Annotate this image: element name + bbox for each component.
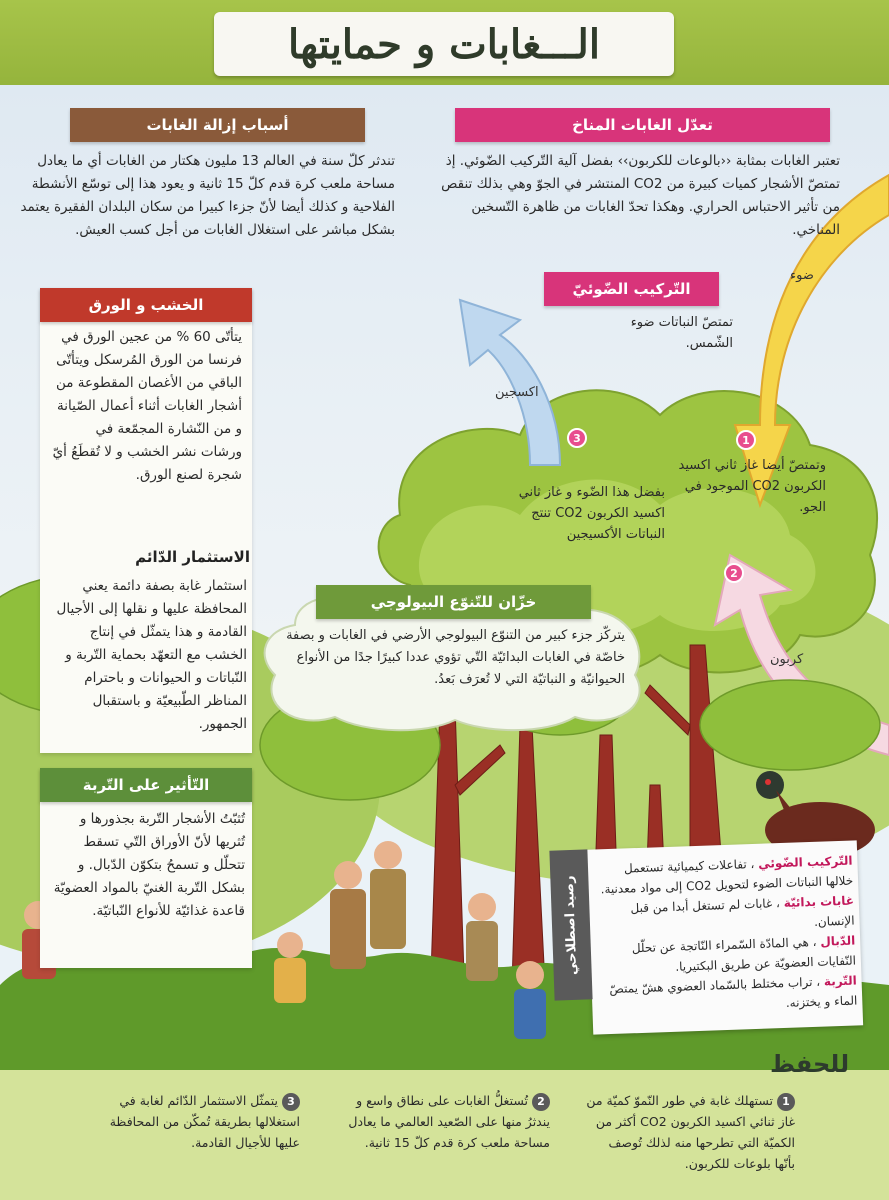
- remember-num-1: 1: [777, 1093, 795, 1111]
- person-3: [330, 861, 366, 969]
- remember-item-3: 3يتمثّل الاستثمار الدّائم لغابة في استغلالها بطريقة تُمكّن من المحافظة عليها للأجيال القادمة.: [109, 1093, 300, 1150]
- title-box: [214, 12, 674, 76]
- glossary-item: التّربة ، تراب مختلط بالسّماد العضوي هشّ يمتصّ الماء و يختزنه.: [609, 973, 858, 1011]
- deforestation-text: تندثر كلّ سنة في العالم 13 مليون هكتار من الغابات أي ما يعادل مساحة ملعب كرة قدم كلّ 15 ثانية و يعود هذا إلى توسّع الأنشطة الفلاحية و كذلك أيضا لأنّ جزءا كبيرا من سكان البلدان الفقيرة يعتمد بشكل مباشر على استغلال الغابات من أجل كسب العيش.: [20, 153, 395, 238]
- step-3-badge: 3: [567, 428, 587, 448]
- page-title: الـــغابات و حمايتها: [288, 20, 600, 68]
- soil-heading: التّأثير على التّربة: [40, 768, 252, 802]
- deforestation-heading: أسباب إزالة الغابات: [70, 108, 365, 142]
- glossary-list: [597, 851, 857, 1020]
- carbon-label: كربون: [770, 652, 804, 667]
- wood-heading: الخشب و الورق: [40, 288, 252, 322]
- glossary-item: غابات بدائيّة ، غابات لم تستغل أبدا من قبل الإنسان.: [630, 893, 855, 929]
- remember-label: للحفظ: [770, 1050, 850, 1078]
- person-5: [466, 893, 498, 981]
- remember-num-3: 3: [282, 1093, 300, 1111]
- biodiversity-text: يتركّز جزء كبير من التنوّع البيولوجي الأرضي في الغابات و بصفة خاصّة في الغابات البدائيّة التّي تؤوي عددا كبيرًا جدًا من الأنواع الحيوانيّة و النباتيّة التي لا تُعرَف بَعدُ.: [286, 628, 625, 687]
- oxygen-label: اكسجين: [495, 385, 539, 400]
- sustainable-heading: الاستثمار الدّائم: [135, 548, 250, 566]
- step-1-text: وتمتصّ أيضا غاز ثاني اكسيد الكربون CO2 الموجود في الجو.: [678, 458, 826, 515]
- person-6: [514, 961, 546, 1039]
- climate-text: تعتبر الغابات بمثابة ‹‹بالوعات للكربون›› بفضل آلية التّركيب الضّوئي. إذ تمتصّ الأشجار كميات كبيرة من CO2 المنتشر في الجوّ وهي بذلك تنقص من تأثير الاحتباس الحراري. وهكذا تحدّ الغابات من ظاهرة التّسخين المناخي.: [441, 153, 840, 238]
- remember-item-2: 2تُستغلُّ الغابات على نطاق واسع و يندثرُ منها على الصّعيد العالمي ما يعادل مساحة ملعب كرة قدم كلّ 15 ثانية.: [348, 1093, 550, 1150]
- photosynthesis-heading: التّركيب الضّوئيّ: [544, 272, 719, 306]
- soil-text: تُثبّتُ الأشجار التّربة بجذورها و تُثريها لأنّ الأوراق التّي تسقط تتحلّل و تسمحُ بتكوّن الدّبال. و بشكل التّربة الغنيّ بالمواد العضويّة قاعدة غذائيّة للأنواع النّباتيّة.: [53, 811, 245, 919]
- foliage-4: [700, 680, 880, 770]
- step-3-text: بفضل هذا الضّوء و غاز ثاني اكسيد الكربون CO2 تنتج النباتات الأكسيجين: [518, 485, 665, 542]
- climate-heading: تعدّل الغابات المناخ: [455, 108, 830, 142]
- glossary-item: التّركيب الضّوئي ، تفاعلات كيميائية تستعمل خلالها النباتات الضوء لتحويل CO2 إلى مواد معدنية.: [600, 853, 854, 897]
- light-label: ضوء: [790, 268, 814, 283]
- person-4: [370, 841, 406, 949]
- glossary-tab: رصيد اصطلاحي: [549, 849, 592, 1000]
- step-1-badge: 1: [736, 430, 756, 450]
- remember-num-2: 2: [532, 1093, 550, 1111]
- absorb-light-text: تمتصّ النباتات ضوء الشّمس.: [630, 315, 733, 351]
- glossary-item: الدّبال ، هي المادّة السّمراء النّاتجة عن تحلّل النّفايات العضويّة عن طريق البكتيريا.: [631, 933, 857, 974]
- remember-item-1: 1تستهلك غابة في طور النّموّ كميّة من غاز ثنائي اكسيد الكربون CO2 أكثر من الكميّة التي تطرحها منه لذلك تُوصف بأنّها بلوعات للكربون.: [586, 1093, 795, 1171]
- wood-text: يتأتّى 60 % من عجين الورق في فرنسا من الورق المُرسكل ويتأتّى الباقي من الأغصان المقطوعة من أشجار الغابات أثناء أعمال الصّيانة و من النّشارة المجمّعة في ورشات نشر الخشب و لا تُقطَعُ أيّ شجرة لصنع الورق.: [52, 329, 242, 483]
- step-2-badge: 2: [724, 563, 744, 583]
- biodiversity-heading: خزّان للتّنوّع البيولوجي: [316, 585, 591, 619]
- person-2: [274, 932, 306, 1003]
- sustainable-text: استثمار غابة بصفة دائمة يعني المحافظة عليها و نقلها إلى الأجيال القادمة و هذا يتمثّل في إنتاج الخشب مع التعهّد بحماية التّربة و النّباتات و الحيوانات و باحترام المناظر الطّبيعيّة و باستقبال الجمهور.: [56, 578, 247, 732]
